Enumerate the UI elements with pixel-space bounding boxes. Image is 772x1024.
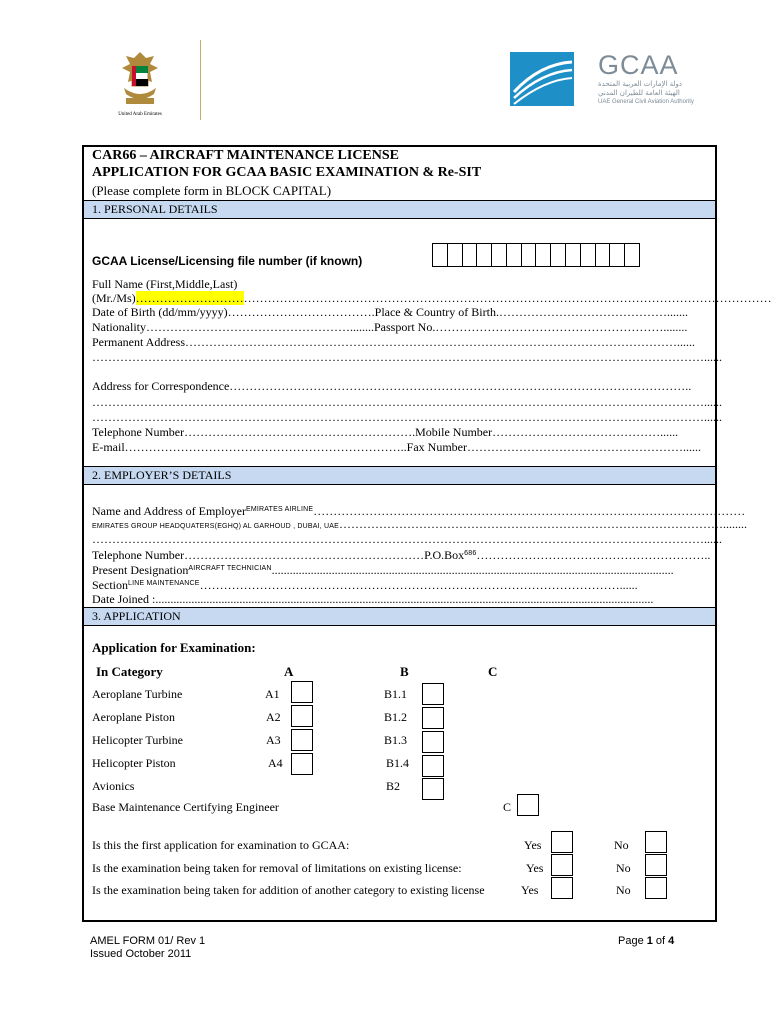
- gcaa-logo-icon: [510, 52, 574, 106]
- category-b-code: B1.4: [386, 756, 410, 770]
- question-first-application: Is this the first application for examination to GCAA:: [92, 838, 350, 852]
- section-application-header: 3. APPLICATION: [84, 607, 715, 626]
- category-a-code: A2: [266, 710, 281, 724]
- a1-checkbox[interactable]: [291, 681, 313, 703]
- employer-address-field[interactable]: EMIRATES GROUP HEADQUATERS(EGHQ) AL GARHOUD , DUBAI, UAE……………………………………………………………………………………........: [92, 517, 748, 531]
- license-digit-box[interactable]: [463, 243, 478, 267]
- column-b-header: B: [400, 664, 409, 679]
- base-maintenance-label: Base Maintenance Certifying Engineer: [92, 800, 279, 814]
- q2-no-checkbox[interactable]: [645, 854, 667, 876]
- yes-label: Yes: [521, 883, 539, 897]
- category-a-code: A1: [265, 687, 280, 701]
- present-designation-field[interactable]: Present Designation$^{AIRCRAFT TECHNICIAN}$......................................................................................................................................: [92, 563, 674, 577]
- category-b-code: B1.3: [384, 733, 408, 747]
- category-b-code: B1.2: [384, 710, 408, 724]
- correspondence-address-line3[interactable]: ………………………………………………………………………………………………………………………………………......: [92, 410, 722, 424]
- full-name-field[interactable]: (Mr./Ms)……………………………………………………………………………………………………………………………………………: [92, 291, 772, 305]
- page-number: Page 1 of 4: [618, 935, 675, 947]
- application-heading: Application for Examination:: [92, 640, 256, 655]
- gcaa-full-name: UAE General Civil Aviation Authority: [598, 99, 694, 105]
- a4-checkbox[interactable]: [291, 753, 313, 775]
- question-addition-category: Is the examination being taken for addition of another category to existing license: [92, 883, 485, 897]
- license-digit-box[interactable]: [551, 243, 566, 267]
- employer-address-line2[interactable]: ………………………………………………………………………………………………………………………………………......: [92, 532, 722, 546]
- header-divider: [200, 40, 201, 120]
- license-number-label: GCAA License/Licensing file number (if known): [92, 254, 363, 268]
- category-label: Helicopter Piston: [92, 756, 176, 770]
- column-a-header: A: [284, 664, 294, 679]
- license-digit-box[interactable]: [507, 243, 522, 267]
- footer-form-id: AMEL FORM 01/ Rev 1: [90, 935, 206, 947]
- no-label: No: [614, 838, 629, 852]
- section-employer-details-header: 2. EMPLOYER’S DETAILS: [84, 466, 715, 485]
- gcaa-wordmark: GCAA: [598, 50, 679, 80]
- license-digit-box[interactable]: [448, 243, 463, 267]
- yes-label: Yes: [524, 838, 542, 852]
- permanent-address-line2[interactable]: ………………………………………………………………………………………………………………………………………......: [92, 350, 722, 364]
- category-b-code: B2: [386, 779, 401, 793]
- section-field[interactable]: Section$^{LINE MAINTENANCE}$……………………………………………………………………………………………......: [92, 578, 638, 592]
- category-b-code: B1.1: [384, 687, 408, 701]
- license-digit-box[interactable]: [566, 243, 581, 267]
- nationality-passport-field[interactable]: Nationality……………………………………………........Passport No.…………………………………………………........: [92, 320, 688, 334]
- form-title-line1: CAR66 – AIRCRAFT MAINTENANCE LICENSE: [92, 148, 400, 163]
- no-label: No: [616, 883, 631, 897]
- a3-checkbox[interactable]: [291, 729, 313, 751]
- column-c-header: C: [488, 664, 498, 679]
- form-instruction: (Please complete form in BLOCK CAPITAL): [92, 183, 332, 198]
- footer-issued-date: Issued October 2011: [90, 948, 192, 960]
- b1-4-checkbox[interactable]: [422, 755, 444, 777]
- full-name-label: Full Name (First,Middle,Last): [92, 277, 238, 291]
- gcaa-arabic-line2: الهيئة العامة للطيران المدني: [598, 89, 680, 97]
- license-digit-box[interactable]: [610, 243, 625, 267]
- q1-yes-checkbox[interactable]: [551, 831, 573, 853]
- category-label: Helicopter Turbine: [92, 733, 183, 747]
- yes-label: Yes: [526, 861, 544, 875]
- employer-telephone-pobox-field[interactable]: Telephone Number……………………………………………………P.O.Box$^{686}$…………………………………………………..: [92, 548, 711, 562]
- category-a-code: A3: [266, 733, 281, 747]
- dob-place-of-birth-field[interactable]: Date of Birth (dd/mm/yyyy)……………………………….Place & Country of Birth.…………………………………….......: [92, 305, 688, 319]
- no-label: No: [616, 861, 631, 875]
- uae-emblem-logo: [116, 48, 164, 118]
- category-label: Aeroplane Piston: [92, 710, 175, 724]
- correspondence-address-field[interactable]: Address for Correspondence……………………………………………………………………………………………………..: [92, 379, 692, 393]
- license-digit-box[interactable]: [625, 243, 640, 267]
- q1-no-checkbox[interactable]: [645, 831, 667, 853]
- b1-3-checkbox[interactable]: [422, 731, 444, 753]
- a2-checkbox[interactable]: [291, 705, 313, 727]
- q3-no-checkbox[interactable]: [645, 877, 667, 899]
- license-digit-box[interactable]: [536, 243, 551, 267]
- category-label: Aeroplane Turbine: [92, 687, 183, 701]
- telephone-mobile-field[interactable]: Telephone Number………………………………………………….Mobile Number……………………………………......: [92, 425, 679, 439]
- in-category-label: In Category: [96, 664, 163, 679]
- b2-checkbox[interactable]: [422, 778, 444, 800]
- email-fax-field[interactable]: E-mail……………………………………………………………..Fax Number………………………………………………......: [92, 440, 701, 454]
- section-personal-details-header: 1. PERSONAL DETAILS: [84, 200, 715, 219]
- form-title-line2: APPLICATION FOR GCAA BASIC EXAMINATION & Re-SIT: [92, 165, 482, 180]
- footer-form-info: [90, 935, 205, 961]
- license-digit-box[interactable]: [581, 243, 596, 267]
- b1-2-checkbox[interactable]: [422, 707, 444, 729]
- license-number-boxes[interactable]: [432, 243, 640, 267]
- c-checkbox[interactable]: [517, 794, 539, 816]
- base-maintenance-c-code: C: [503, 800, 512, 814]
- permanent-address-field[interactable]: Permanent Address……………………………………………………………………………………………………………......: [92, 335, 695, 349]
- category-a-code: A4: [268, 756, 283, 770]
- employer-name-field[interactable]: Name and Address of Employer$^{EMIRATES AIRLINE}$………………………………………………………………………………………………: [92, 504, 746, 518]
- correspondence-address-line2[interactable]: ………………………………………………………………………………………………………………………………………......: [92, 395, 722, 409]
- emblem-caption: United Arab Emirates: [118, 112, 162, 117]
- license-digit-box[interactable]: [596, 243, 611, 267]
- license-digit-box[interactable]: [432, 243, 448, 267]
- category-label: Avionics: [92, 779, 135, 793]
- q2-yes-checkbox[interactable]: [551, 854, 573, 876]
- question-removal-limitations: Is the examination being taken for removal of limitations on existing license:: [92, 861, 462, 875]
- q3-yes-checkbox[interactable]: [551, 877, 573, 899]
- license-digit-box[interactable]: [522, 243, 537, 267]
- license-digit-box[interactable]: [492, 243, 507, 267]
- gcaa-arabic-line1: دولة الإمارات العربية المتحدة: [598, 80, 683, 88]
- date-joined-field[interactable]: Date Joined :......................................................................................................................................................................: [92, 592, 654, 606]
- b1-1-checkbox[interactable]: [422, 683, 444, 705]
- license-digit-box[interactable]: [477, 243, 492, 267]
